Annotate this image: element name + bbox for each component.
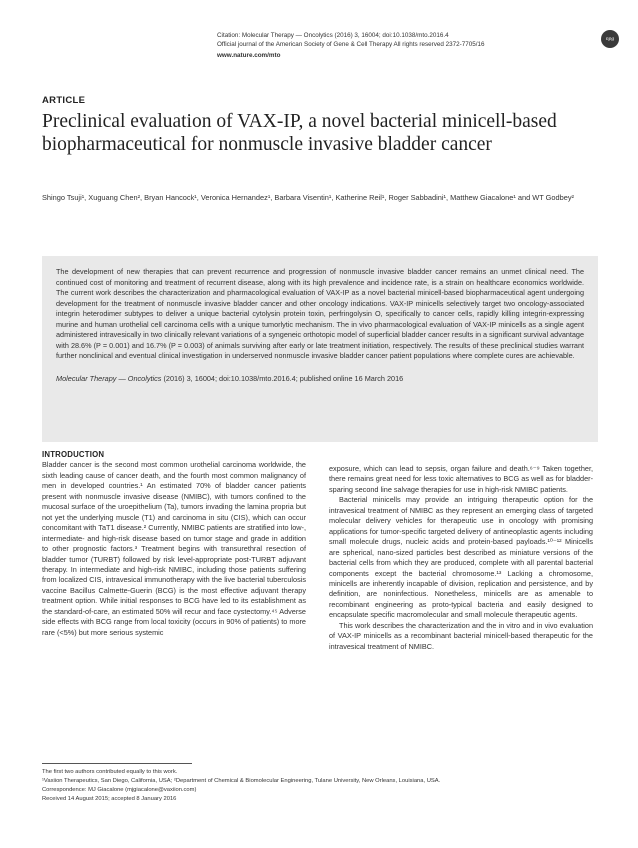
article-type-label: ARTICLE — [42, 95, 86, 106]
official-journal-line: Official journal of the American Society of Gene & Cell Therapy All rights reserved 2372-7705/16 — [217, 41, 485, 48]
introduction-heading: INTRODUCTION — [42, 450, 105, 459]
intro-paragraph-1-continued: exposure, which can lead to sepsis, organ failure and death.⁶⁻⁹ Taken together, there remains great need for less toxic alternatives to BCG as well as for bladder-sparing second line salvage therapies for use in high-risk NMIBC patients. — [329, 464, 593, 494]
journal-url-link[interactable]: www.nature.com/mto — [217, 52, 281, 59]
footnote-received: Received 14 August 2015; accepted 8 January 2016 — [42, 796, 177, 802]
abstract-reference — [56, 374, 584, 383]
author-list: Shingo Tsuji¹, Xuguang Chen², Bryan Hancock¹, Veronica Hernandez¹, Barbara Visentin¹, Katherine Reil¹, Roger Sabbadini¹, Matthew Giacalone¹ and WT Godbey² — [42, 193, 574, 202]
footnote-correspondence: Correspondence: MJ Giacalone (mjgiacalone@vaxiion.com) — [42, 787, 197, 793]
npg-logo-text: npg — [605, 36, 615, 42]
intro-paragraph-1: Bladder cancer is the second most common urothelial carcinoma worldwide, the sixth leading cause of cancer death, and the fourth most common malignancy of men in developed countries.¹ An estimated 70% of bladder cancer patients present with nonmuscle invasive disease (NMIBC), with tumors confined to the mucosal surface of the uroepithelium (Ta), tumors invading the lamina propria but not yet the underlying muscle (T1) and carcinoma in situ (CIS), which can occur concomitant with TaT1 disease.² Currently, NMIBC patients are stratified into low-, intermediate- and high-risk disease based on tumor stage and grade in addition to other prognostic factors.³ Treatment begins with transurethral resection of bladder tumor (TURBT) followed by risk level-appropriate post-TURBT adjuvant therapy. In intermediate and high-risk NMIBC, including those patients suffering from localized CIS, intravesical immunotherapy with the live bacterial tuberculosis vaccine Bacillus Calmette-Guerin (BCG) is the most effective adjuvant therapy treatment option. While initial responses to BCG have led to its establishment as the standard-of-care, an estimated 50% will recur and face cystectomy.⁴⁵ Adverse side effects with BCG range from local toxicity (occurs in 90% of patients) to more rare (<5%) but more serious systemic — [42, 460, 306, 637]
journal-name: Molecular Therapy — Oncolytics — [56, 373, 162, 383]
article-title: Preclinical evaluation of VAX-IP, a novel bacterial minicell-based biopharmaceutical for nonmuscle invasive bladder cancer — [42, 111, 557, 155]
abstract-box — [42, 256, 598, 442]
footnotes — [42, 768, 602, 804]
reference-details: (2016) 3, 16004; doi:10.1038/mto.2016.4; published online 16 March 2016 — [161, 373, 404, 383]
abstract-text: The development of new therapies that can prevent recurrence and progression of nonmuscle invasive bladder cancer remains an unmet clinical need. The continued cost of monitoring and treatment of recurrent disease, along with its high prevalence and incidence rate, is a strain on healthcare economics worldwide. The current work describes the characterization and pharmacological evaluation of VAX-IP as a novel bacterial minicell-based biopharmaceutical agent undergoing development for the treatment of nonmuscle invasive bladder cancer and other oncology indications. VAX-IP minicells selectively target two oncology-associated integrin heterodimer subtypes to deliver a unique bacterial cytolysin protein toxin, perfringolysin O, specifically to cancer cells, rapidly killing integrin-expressing murine and human urothelial cell carcinoma cells with a unique tumorlytic mechanism. The in vivo pharmacological evaluation of VAX-IP minicells as a single agent administered intravesically in two clinically relevant variations of a syngeneic orthotopic model of superficial bladder cancer results in a significant survival advantage with 28.6% (P = 0.001) and 16.7% (P = 0.003) of animals surviving after early or late treatment initiation, respectively. The results of these preclinical studies warrant further nonclinical and eventual clinical investigation in underserved nonmuscle invasive bladder cancer patient populations where complete cures are achievable. — [56, 267, 584, 360]
footnote-divider — [42, 763, 192, 764]
npg-logo — [601, 30, 619, 48]
body-column-left — [42, 450, 306, 638]
footnote-equal-contribution: The first two authors contributed equally to this work. — [42, 769, 178, 775]
body-column-right — [329, 464, 593, 652]
citation-header — [217, 31, 577, 60]
footnote-affiliations: ¹Vaxiion Therapeutics, San Diego, California, USA; ²Department of Chemical & Biomolecular Engineering, Tulane University, New Orleans, Louisiana, USA. — [42, 778, 441, 784]
citation-line: Citation: Molecular Therapy — Oncolytics (2016) 3, 16004; doi:10.1038/mto.2016.4 — [217, 32, 449, 39]
intro-paragraph-2: Bacterial minicells may provide an intriguing therapeutic option for the intravesical treatment of NMIBC as they represent an emerging class of targeted molecular delivery vehicles for therapeutic use in oncology with promising applications for tumor-specific targeted delivery of antineoplastic agents including small molecule drugs, nucleic acids and protein-based payloads.¹⁰⁻¹² Minicells are spherical, nano-sized particles best described as miniature versions of the bacterial cells from which they are produced, complete with all parental bacterial components except the bacterial chromosome.¹³ Lacking a chromosome, minicells are inherently incapable of division, replication and persistence, and by definition, are noninfectious. Nonetheless, minicells are as amenable to recombinant engineering as proto-typical bacteria and easily designed to encapsulate specific macromolecular and small molecule therapeutic agents. — [329, 495, 593, 620]
intro-paragraph-3: This work describes the characterization and the in vitro and in vivo evaluation of VAX-IP minicells as a recombinant bacterial minicell-based therapeutic for the intravesical treatment of NMIBC. — [329, 620, 593, 651]
